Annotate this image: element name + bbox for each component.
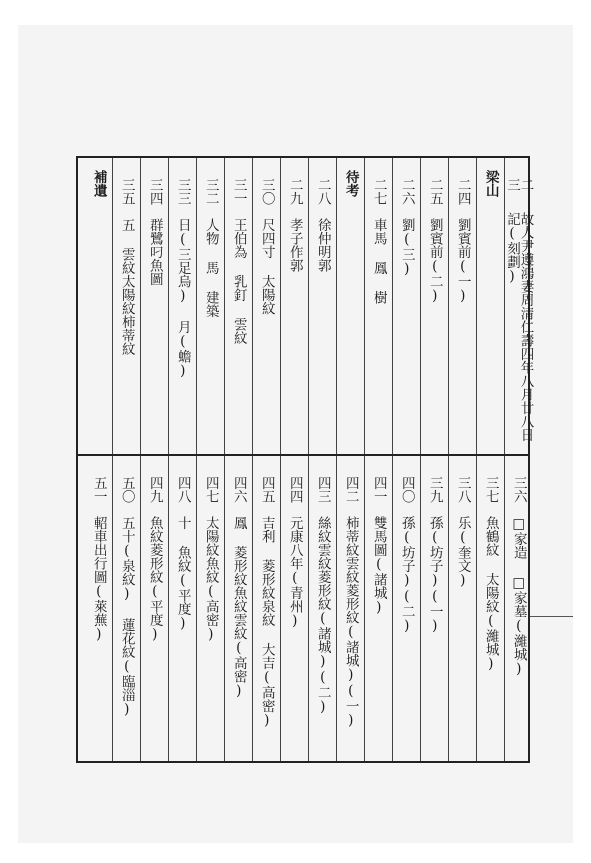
entry-number: 四七 bbox=[202, 476, 219, 503]
catalog-entry bbox=[280, 456, 308, 761]
entry-number: 三五 bbox=[118, 178, 135, 205]
section-heading-col bbox=[336, 158, 364, 454]
column-rule bbox=[224, 456, 225, 761]
section-heading-col bbox=[84, 158, 112, 454]
entry-title: 元康八年(青州) bbox=[286, 516, 303, 629]
column-rule bbox=[196, 158, 197, 454]
entry-title: □家造 □家墓(濰城) bbox=[510, 516, 527, 677]
column-rule bbox=[252, 456, 253, 761]
column-rule bbox=[364, 456, 365, 761]
catalog-entry bbox=[84, 456, 112, 761]
catalog-entry bbox=[252, 456, 280, 761]
column-rule bbox=[308, 158, 309, 454]
entry-number: 四二 bbox=[342, 476, 359, 503]
entry-title: 徐仲明郭 bbox=[314, 218, 331, 272]
catalog-entry bbox=[420, 158, 448, 454]
entry-number: 五〇 bbox=[118, 476, 135, 503]
entry-number: 三六 bbox=[510, 476, 527, 503]
column-rule bbox=[196, 456, 197, 761]
entry-title: 群鷺叼魚圖 bbox=[146, 218, 163, 286]
entry-title: 乐(奎文) bbox=[454, 516, 471, 589]
entry-number: 三四 bbox=[146, 178, 163, 205]
entry-number: 三九 bbox=[426, 476, 443, 503]
catalog-entry bbox=[448, 158, 476, 454]
catalog-entry bbox=[308, 456, 336, 761]
page-edge-rule bbox=[530, 616, 573, 617]
catalog-entry bbox=[392, 456, 420, 761]
catalog-entry bbox=[168, 158, 196, 454]
entry-number: 二三 bbox=[504, 178, 534, 192]
column-rule bbox=[252, 158, 253, 454]
catalog-entry bbox=[252, 158, 280, 454]
section-heading: 補遺 bbox=[90, 170, 107, 197]
catalog-entry bbox=[476, 456, 504, 761]
catalog-entry bbox=[392, 158, 420, 454]
catalog-entry bbox=[112, 158, 140, 454]
entry-title: 柿蒂紋雲紋菱形紋(諸城)(一) bbox=[342, 516, 359, 729]
section-heading: 待考 bbox=[342, 170, 359, 197]
catalog-entry bbox=[336, 456, 364, 761]
entry-number: 四八 bbox=[174, 476, 191, 503]
catalog-entry bbox=[140, 456, 168, 761]
column-rule bbox=[336, 158, 337, 454]
entry-title: 鳳 菱形紋魚紋雲紋(高密) bbox=[230, 516, 247, 699]
entry-number: 四三 bbox=[314, 476, 331, 503]
column-rule bbox=[476, 456, 477, 761]
entry-number: 二九 bbox=[286, 178, 303, 205]
entry-title: 魚鶴紋 太陽紋(濰城) bbox=[482, 516, 499, 672]
section-heading-col bbox=[476, 158, 504, 454]
entry-title: 尺四寸 太陽紋 bbox=[258, 218, 275, 315]
entry-title: 日(三足烏) 月(蟾) bbox=[174, 218, 191, 379]
entry-title: 雙馬圖(諸城) bbox=[370, 516, 387, 616]
catalog-entry bbox=[196, 158, 224, 454]
entry-number: 四五 bbox=[258, 476, 275, 503]
entry-title: 魚紋菱形紋(平度) bbox=[146, 516, 163, 643]
catalog-entry bbox=[168, 456, 196, 761]
catalog-entry bbox=[448, 456, 476, 761]
column-rule bbox=[392, 158, 393, 454]
column-rule bbox=[168, 456, 169, 761]
entry-number: 三八 bbox=[454, 476, 471, 503]
catalog-entry bbox=[196, 456, 224, 761]
entry-number: 三七 bbox=[482, 476, 499, 503]
column-rule bbox=[280, 456, 281, 761]
entry-title: 吉利 菱形紋泉紋 大吉(高密) bbox=[258, 516, 275, 729]
column-rule bbox=[336, 456, 337, 761]
column-rule bbox=[308, 456, 309, 761]
catalog-entry bbox=[280, 158, 308, 454]
column-rule bbox=[392, 456, 393, 761]
entry-number: 三三 bbox=[174, 178, 191, 205]
entry-title: 十 魚紋(平度) bbox=[174, 516, 191, 632]
entry-number: 四六 bbox=[230, 476, 247, 503]
entry-number: 四〇 bbox=[398, 476, 415, 503]
column-rule bbox=[112, 158, 113, 454]
entry-number: 二八 bbox=[314, 178, 331, 205]
catalog-entry bbox=[420, 456, 448, 761]
column-rule bbox=[224, 158, 225, 454]
catalog-entry bbox=[504, 456, 532, 761]
entry-number: 二五 bbox=[426, 178, 443, 205]
catalog-entry bbox=[112, 456, 140, 761]
entry-title: 五 雲紋太陽紋柿蒂紋 bbox=[118, 218, 135, 356]
column-rule bbox=[504, 456, 505, 761]
column-rule bbox=[476, 158, 477, 454]
entry-title: 孫(坊子)(一) bbox=[426, 516, 443, 634]
catalog-entry bbox=[504, 158, 532, 454]
entry-number: 四四 bbox=[286, 476, 303, 503]
entry-title: 五十(泉紋) 蓮花紋(臨淄) bbox=[118, 516, 135, 718]
catalog-entry bbox=[224, 456, 252, 761]
entry-title: 孫(坊子)(二) bbox=[398, 516, 415, 634]
catalog-frame bbox=[76, 156, 534, 763]
entry-title: 王伯為 乳釘 雲紋 bbox=[230, 218, 247, 345]
column-rule bbox=[280, 158, 281, 454]
catalog-entry bbox=[308, 158, 336, 454]
column-rule bbox=[140, 158, 141, 454]
column-rule bbox=[420, 456, 421, 761]
entry-title: 車馬 鳳 樹 bbox=[370, 218, 387, 304]
catalog-entry bbox=[224, 158, 252, 454]
entry-title: 劉賓前(一) bbox=[454, 218, 471, 304]
column-rule bbox=[140, 456, 141, 761]
catalog-entry bbox=[364, 158, 392, 454]
entry-number: 三一 bbox=[230, 178, 247, 205]
entry-title: 絲紋雲紋菱形紋(諸城)(二) bbox=[314, 516, 331, 715]
column-rule bbox=[448, 456, 449, 761]
entry-title: 故人尹遵鴻妻周清仁壽四年八月廿八日記(刻劃) bbox=[504, 211, 534, 442]
column-rule bbox=[504, 158, 505, 454]
entry-number: 四九 bbox=[146, 476, 163, 503]
entry-number: 五一 bbox=[90, 476, 107, 503]
column-rule bbox=[168, 158, 169, 454]
catalog-entry bbox=[140, 158, 168, 454]
column-rule bbox=[112, 456, 113, 761]
section-heading: 梁山 bbox=[482, 170, 499, 197]
entry-number: 三〇 bbox=[258, 178, 275, 205]
column-rule bbox=[420, 158, 421, 454]
entry-title: 人物 馬 建築 bbox=[202, 218, 219, 318]
entry-title: 軺車出行圖(萊蕪) bbox=[90, 516, 107, 643]
column-rule bbox=[364, 158, 365, 454]
entry-title: 劉賓前(二) bbox=[426, 218, 443, 304]
catalog-entry bbox=[364, 456, 392, 761]
entry-number: 二七 bbox=[370, 178, 387, 205]
entry-title: 劉(三) bbox=[398, 218, 415, 277]
entry-title: 太陽紋魚紋(高密) bbox=[202, 516, 219, 643]
entry-number: 二四 bbox=[454, 178, 471, 205]
column-rule bbox=[448, 158, 449, 454]
entry-number: 四一 bbox=[370, 476, 387, 503]
entry-number: 二六 bbox=[398, 178, 415, 205]
entry-number: 三二 bbox=[202, 178, 219, 205]
entry-title: 孝子作郭 bbox=[286, 218, 303, 272]
